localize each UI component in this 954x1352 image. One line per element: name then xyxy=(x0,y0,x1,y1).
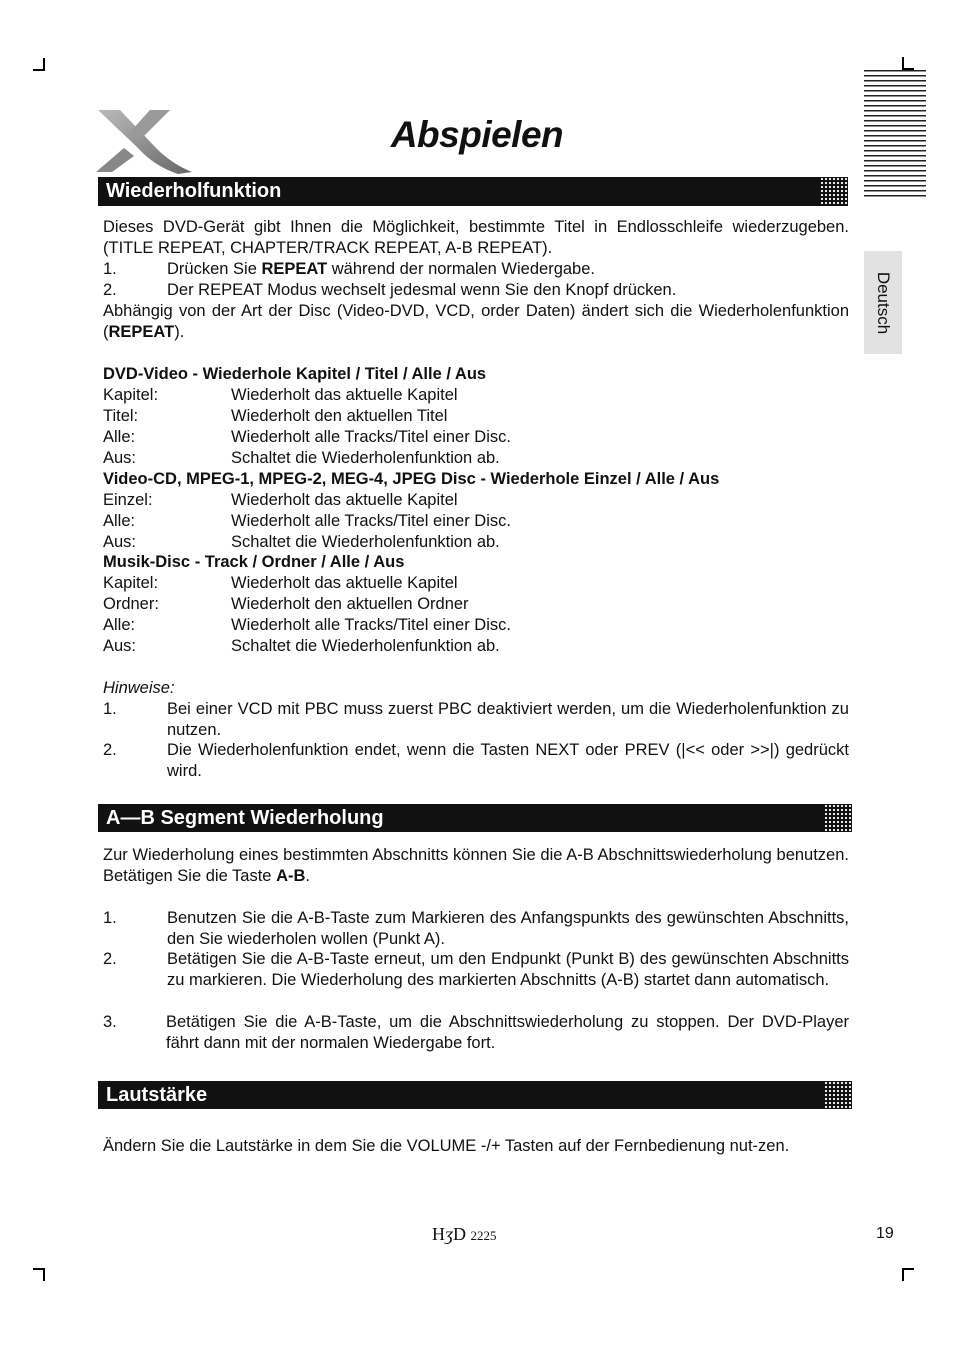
note-item: 1. Bei einer VCD mit PBC muss zuerst PBC deaktiviert werden, um die Wiederholenfunktion zu nutzen. xyxy=(103,700,849,739)
mode-row: Alle: Wiederholt alle Tracks/Titel einer Disc. xyxy=(103,512,511,530)
volume-text: Ändern Sie die Lautstärke in dem Sie die VOLUME -/+ Tasten auf der Fernbedienung nut-zen. xyxy=(103,1137,790,1155)
model-name: HʒD 2225 xyxy=(432,1224,497,1244)
step-text: Drücken Sie REPEAT während der normalen Wiedergabe. xyxy=(167,260,595,278)
mode-row: Aus: Schaltet die Wiederholenfunktion ab. xyxy=(103,637,500,655)
crop-mark-tl xyxy=(43,58,45,71)
repeat-intro: Dieses DVD-Gerät gibt Ihnen die Möglichkeit, bestimmte Titel in Endlosschleife wiederzugeben. (TITLE REPEAT, CHAPTER/TRACK REPEAT, A-B REPEAT). xyxy=(103,218,849,257)
ab-intro: Zur Wiederholung eines bestimmten Abschnitts können Sie die A-B Abschnittswiederholung benutzen. Betätigen Sie die Taste A-B. xyxy=(103,846,849,885)
notes-label: Hinweise: xyxy=(103,679,175,697)
mode-row: Kapitel: Wiederholt das aktuelle Kapitel xyxy=(103,386,458,404)
mode-row: Kapitel: Wiederholt das aktuelle Kapitel xyxy=(103,574,458,592)
section-heading-repeat xyxy=(98,177,848,206)
group-heading: DVD-Video - Wiederhole Kapitel / Titel / Alle / Aus xyxy=(103,365,487,383)
step-number: 2. xyxy=(103,281,117,299)
section-heading-label: Wiederholfunktion xyxy=(106,180,282,202)
halftone-pattern xyxy=(820,177,854,206)
decorative-stripes xyxy=(864,70,926,200)
section-heading-ab xyxy=(98,804,852,832)
mode-row: Aus: Schaltet die Wiederholenfunktion ab. xyxy=(103,449,500,467)
mode-row: Alle: Wiederholt alle Tracks/Titel einer Disc. xyxy=(103,616,511,634)
mode-row: Alle: Wiederholt alle Tracks/Titel einer Disc. xyxy=(103,428,511,446)
note-item: 2. Die Wiederholenfunktion endet, wenn die Tasten NEXT oder PREV (|<< oder >>|) gedrückt wird. xyxy=(103,741,849,780)
repeat-step xyxy=(0,259,954,280)
ab-step: 3. Betätigen Sie die A-B-Taste, um die Abschnittswiederholung zu stoppen. Der DVD-Player fährt dann mit der normalen Wiedergabe fort. xyxy=(103,1013,849,1052)
mode-row: Einzel: Wiederholt das aktuelle Kapitel xyxy=(103,491,458,509)
page-number: 19 xyxy=(876,1225,894,1242)
crop-mark-bl xyxy=(43,1268,45,1281)
group-heading: Video-CD, MPEG-1, MPEG-2, MEG-4, JPEG Disc - Wiederhole Einzel / Alle / Aus xyxy=(103,470,720,488)
ab-step: 1. Benutzen Sie die A-B-Taste zum Markieren des Anfangspunkts des gewünschten Abschnitts, den Sie wiederholen wollen (Punkt A). xyxy=(103,909,849,948)
halftone-pattern xyxy=(824,1081,858,1109)
section-heading-label: Lautstärke xyxy=(106,1084,208,1106)
section-heading-label: A—B Segment Wiederholung xyxy=(106,807,384,829)
halftone-pattern xyxy=(824,804,858,832)
ab-step: 2. Betätigen Sie die A-B-Taste erneut, um den Endpunkt (Punkt B) des gewünschten Abschnitts zu markieren. Die Wiederholung des markierten Abschnitts (A-B) startet dann automatisch. xyxy=(103,950,849,989)
mode-row: Titel: Wiederholt den aktuellen Titel xyxy=(103,407,448,425)
step-number: 1. xyxy=(103,260,117,278)
mode-row: Ordner: Wiederholt den aktuellen Ordner xyxy=(103,595,469,613)
crop-mark-tr xyxy=(902,57,904,70)
section-heading-volume xyxy=(98,1081,852,1109)
mode-row: Aus: Schaltet die Wiederholenfunktion ab. xyxy=(103,533,500,551)
repeat-step xyxy=(0,280,954,301)
crop-mark-br xyxy=(902,1268,904,1281)
step-text: Der REPEAT Modus wechselt jedesmal wenn Sie den Knopf drücken. xyxy=(167,281,677,299)
language-tab-label: Deutsch xyxy=(874,271,893,334)
group-heading: Musik-Disc - Track / Ordner / Alle / Aus xyxy=(103,553,405,571)
page-title: Abspielen xyxy=(390,114,564,155)
repeat-depends: Abhängig von der Art der Disc (Video-DVD, VCD, order Daten) ändert sich die Wiederholenfunktion (REPEAT). xyxy=(103,302,849,341)
